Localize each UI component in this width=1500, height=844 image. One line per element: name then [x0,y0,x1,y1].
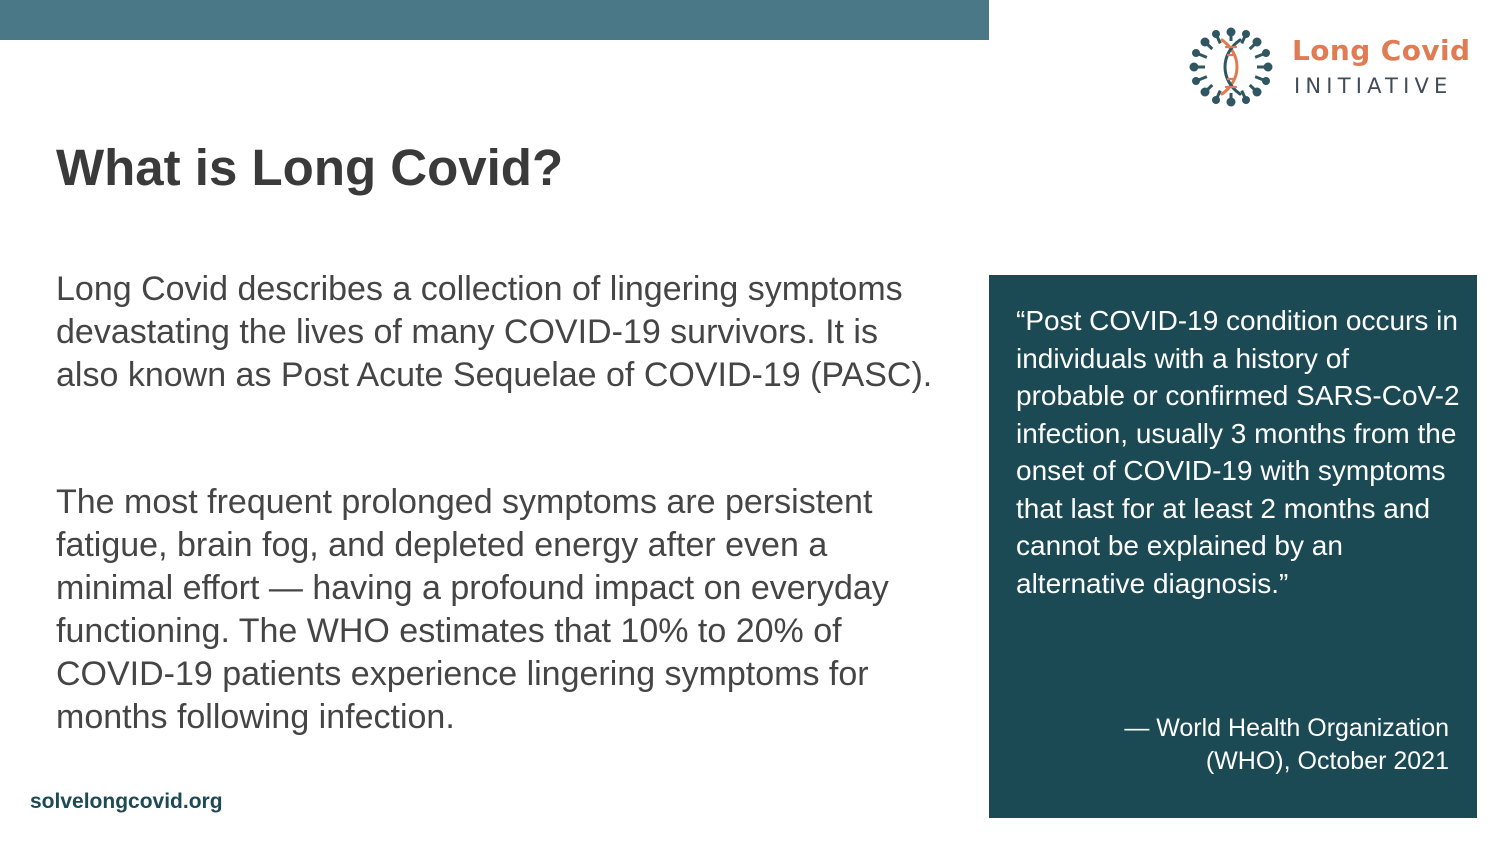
quote-attribution-line-2: (WHO), October 2021 [1205,747,1449,775]
logo-title: Long Covid [1292,34,1471,67]
intro-paragraph: Long Covid describes a collection of lingering symptoms devastating the lives of many COVID-19 survivors. It is also known as Post Acute Sequelae of COVID-19 (PASC). [56,270,933,394]
header-bar [0,0,989,40]
website-link[interactable]: solvelongcovid.org [30,790,223,813]
who-quote-box [989,275,1477,818]
dna-virus-icon [1178,26,1284,108]
quote-text: “Post COVID-19 condition occurs in individuals with a history of probable or confirmed SARS-CoV-2 infection, usually 3 months from the onset of COVID-19 with symptoms that last for at least 2 months and cannot be explained by an alternative diagnosis.” [1016,305,1460,599]
logo [1178,26,1478,108]
logo-subtitle: INITIATIVE [1294,74,1453,98]
symptoms-paragraph: The most frequent prolonged symptoms are persistent fatigue, brain fog, and depleted energy after even a minimal effort — having a profound impact on everyday functioning. The WHO estimates that 10% to 20% of COVID-19 patients experience lingering symptoms for months following infection. [56,483,889,736]
quote-attribution-line-1: — World Health Organization [1124,714,1449,742]
quote-attribution [1029,712,1449,778]
page-title: What is Long Covid? [56,139,564,196]
